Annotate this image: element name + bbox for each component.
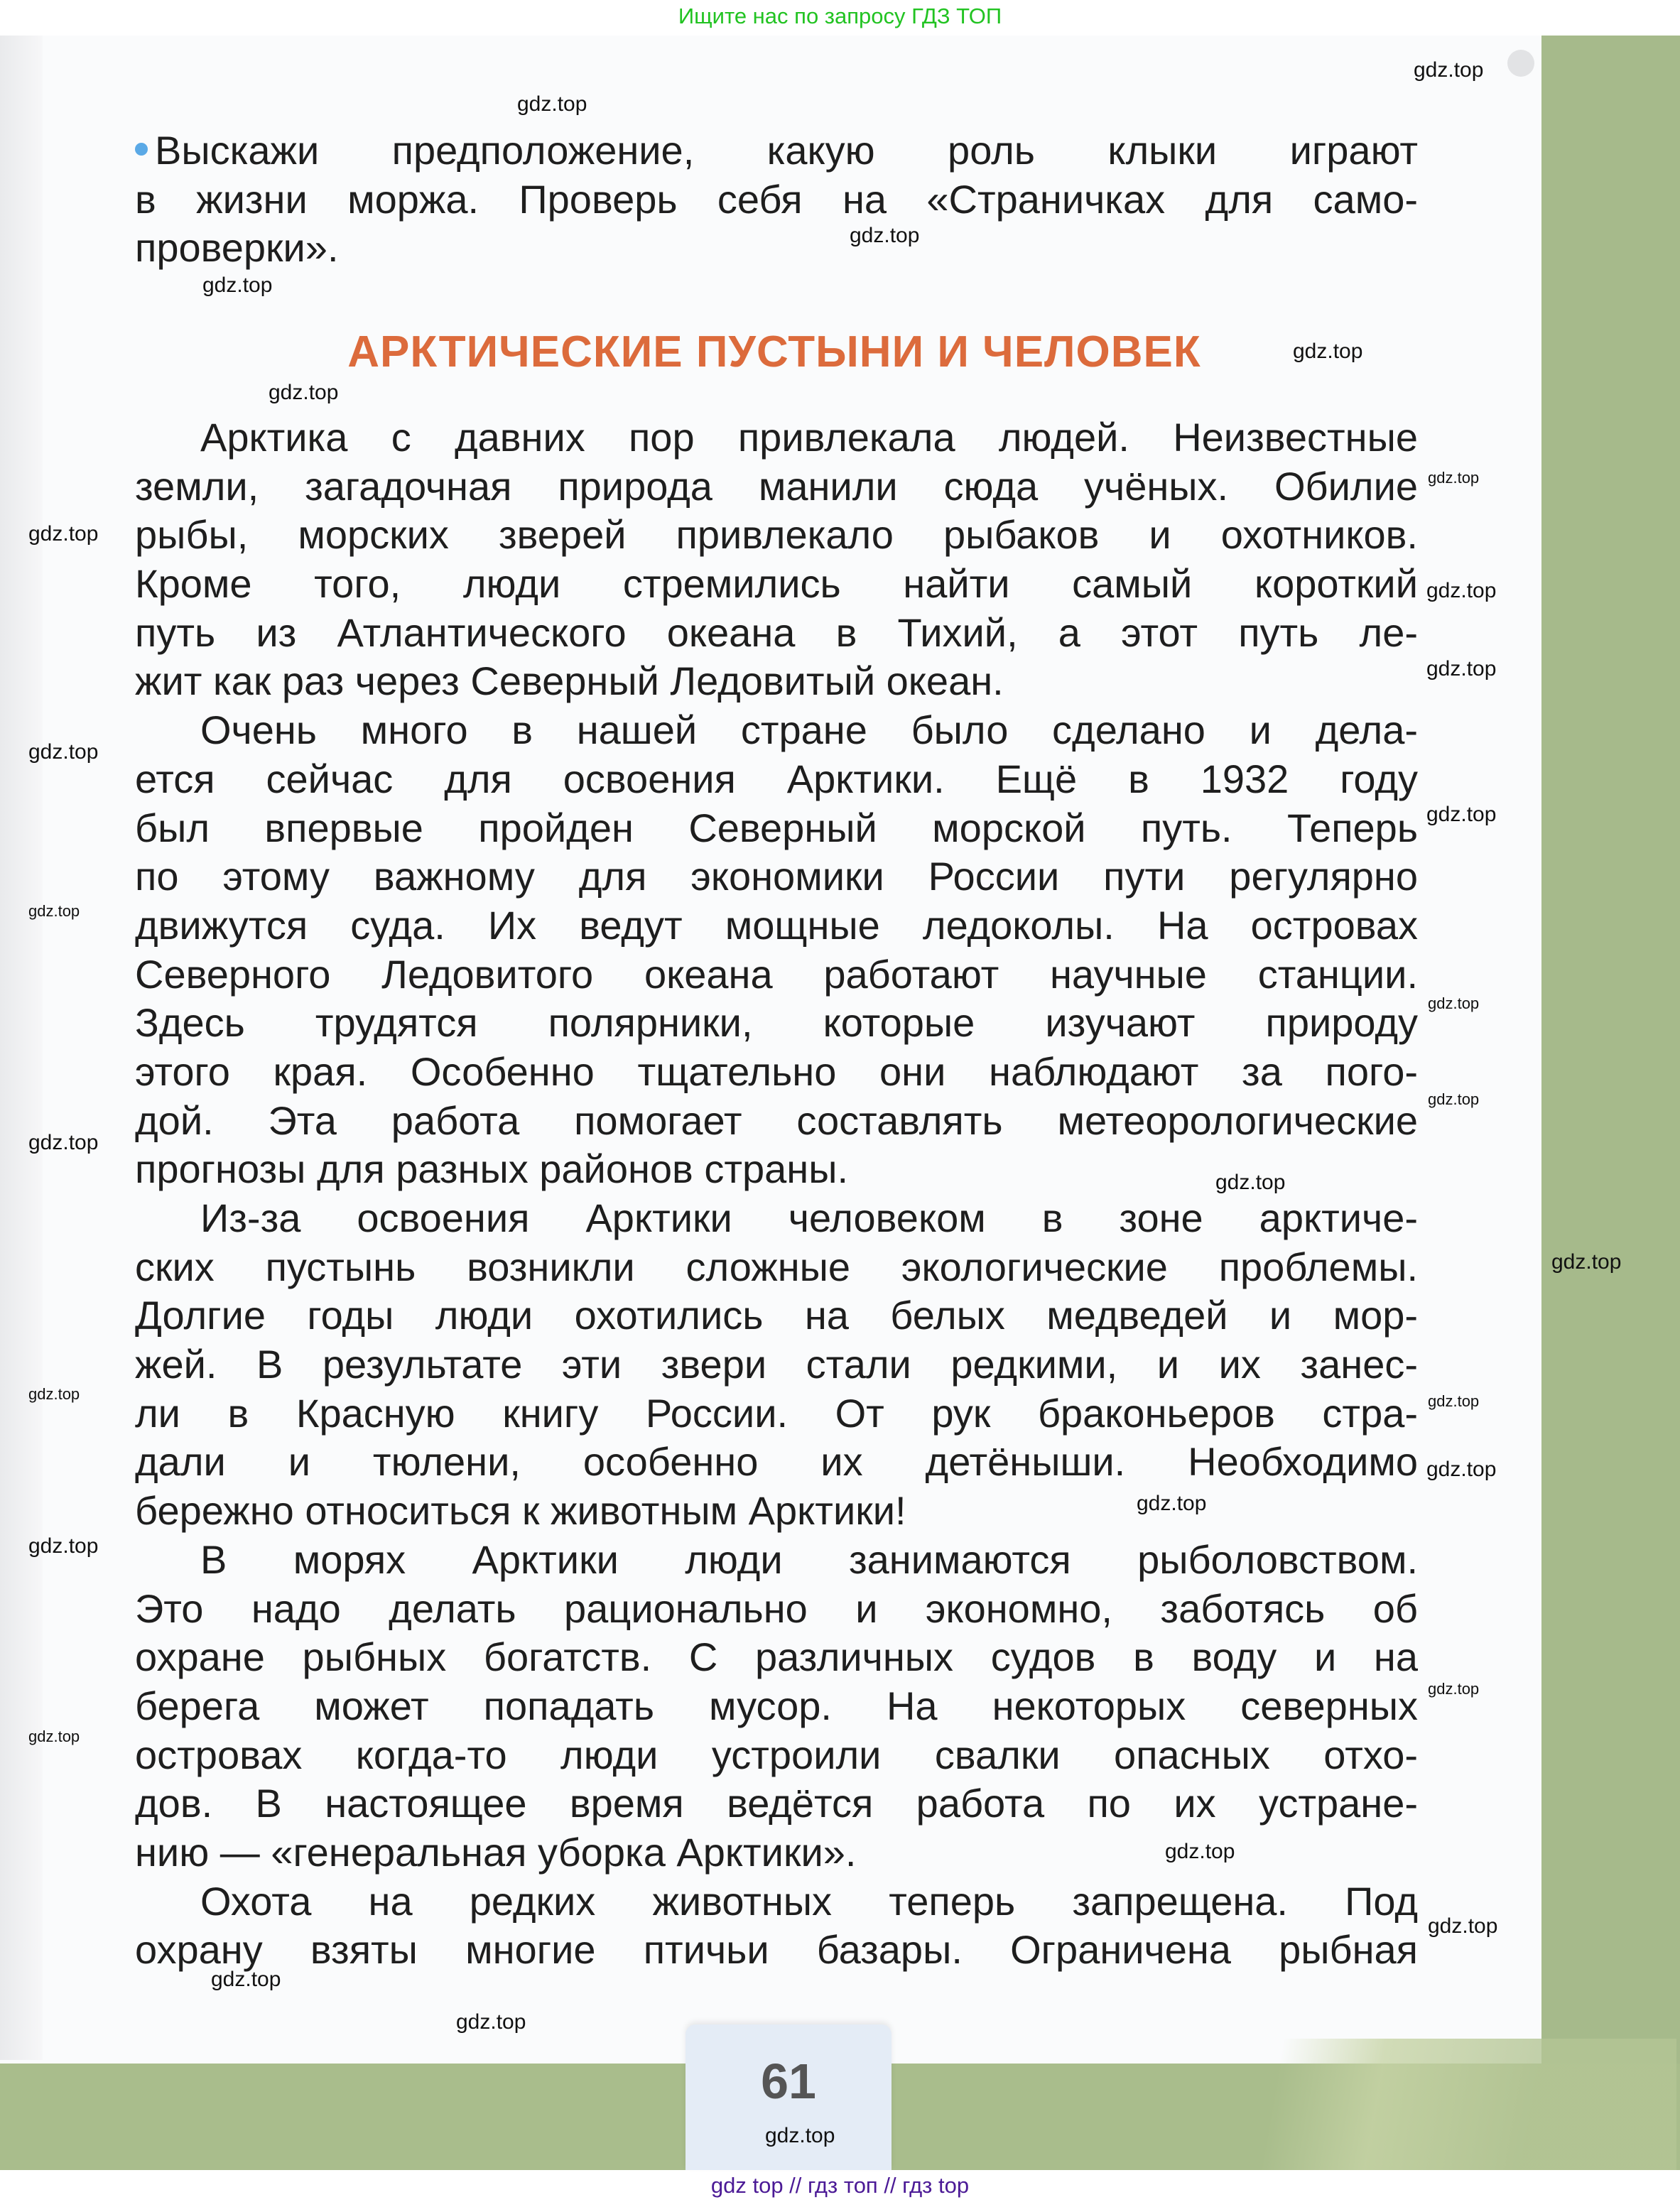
body-line: был впервые пройден Северный морской путь. Теперь xyxy=(135,805,1418,850)
body-line: земли, загадочная природа манили сюда учёных. Обилие xyxy=(135,463,1418,509)
body-line: жит как раз через Северный Ледовитый океан. xyxy=(135,658,1004,704)
watermark-text: gdz.top xyxy=(1165,1840,1235,1863)
watermark-text: gdz.top xyxy=(1428,1090,1480,1108)
body-line: рыбы, морских зверей привлекало рыбаков и охотников. xyxy=(135,512,1418,558)
body-line: Очень много в нашей стране было сделано и дела- xyxy=(200,707,1418,753)
body-line: по этому важному для экономики России пути регулярно xyxy=(135,854,1418,899)
body-line: Из-за освоения Арктики человеком в зоне арктиче- xyxy=(200,1195,1418,1240)
watermark-text: gdz.top xyxy=(1428,994,1480,1012)
watermark-text: gdz.top xyxy=(28,1385,80,1403)
body-line: ли в Красную книгу России. От рук браконьеров стра- xyxy=(135,1390,1418,1436)
body-line: дой. Эта работа помогает составлять метеорологические xyxy=(135,1097,1418,1143)
watermark-text: gdz.top xyxy=(28,1728,80,1745)
watermark-text: gdz.top xyxy=(28,740,99,764)
body-line: нию — «генеральная уборка Арктики». xyxy=(135,1829,857,1875)
body-line: Северного Ледовитого океана работают научные станции. xyxy=(135,951,1418,997)
task-block xyxy=(135,126,1418,273)
watermark-text: gdz.top xyxy=(1426,657,1497,680)
search-banner[interactable]: Ищите нас по запросу ГДЗ ТОП xyxy=(678,4,1002,28)
watermark-text: gdz.top xyxy=(28,522,99,546)
body-line: островах когда-то люди устроили свалки опасных отхо- xyxy=(135,1732,1418,1777)
watermark-text: gdz.top xyxy=(1428,1680,1480,1698)
task-line: в жизни моржа. Проверь себя на «Страничках для само- xyxy=(135,176,1418,222)
watermark-text: gdz.top xyxy=(1137,1492,1207,1515)
body-line: прогнозы для разных районов страны. xyxy=(135,1146,849,1192)
watermark-text: gdz.top xyxy=(1428,1914,1498,1938)
watermark-text: gdz.top xyxy=(456,2010,526,2034)
body-line: Кроме того, люди стремились найти самый короткий xyxy=(135,561,1418,607)
section-heading: АРКТИЧЕСКИЕ ПУСТЫНИ И ЧЕЛОВЕК xyxy=(347,327,1201,376)
watermark-text: gdz.top xyxy=(269,381,339,404)
body-line: дов. В настоящее время ведётся работа по их устране- xyxy=(135,1781,1418,1826)
body-line: ских пустынь возникли сложные экологические проблемы. xyxy=(135,1244,1418,1289)
watermark-text: gdz.top xyxy=(765,2124,835,2147)
watermark-text: gdz.top xyxy=(1426,579,1497,602)
watermark-text: gdz.top xyxy=(28,1131,99,1154)
body-line: путь из Атлантического океана в Тихий, а этот путь ле- xyxy=(135,609,1418,655)
body-line: этого края. Особенно тщательно они наблюдают за пого- xyxy=(135,1048,1418,1094)
watermark-text: gdz.top xyxy=(28,902,80,920)
body-line: берега может попадать мусор. На некоторых северных xyxy=(135,1683,1418,1728)
watermark-text: gdz.top xyxy=(1428,469,1480,487)
watermark-text: gdz.top xyxy=(1428,1392,1480,1410)
watermark-text: gdz.top xyxy=(1215,1171,1286,1194)
body-line: Здесь трудятся полярники, которые изучают природу xyxy=(135,1000,1418,1046)
body-line: дали и тюлени, особенно их детёныши. Необходимо xyxy=(135,1439,1418,1485)
watermark-text: gdz.top xyxy=(517,92,587,116)
body-line: Арктика с давних пор привлекала людей. Неизвестные xyxy=(200,415,1418,460)
task-line: проверки». xyxy=(135,225,339,271)
body-line: ется сейчас для освоения Арктики. Ещё в 1932 году xyxy=(135,756,1418,801)
task-text: Выскажи предположение, какую роль клыки играют xyxy=(155,128,1418,173)
task-line xyxy=(135,126,1418,175)
footer-links[interactable]: gdz top // гдз топ // гдз top xyxy=(710,2173,970,2198)
body-line: охране рыбных богатств. С различных судов в воду и на xyxy=(135,1634,1418,1680)
right-decorative-strip xyxy=(1541,36,1680,2170)
bullet-icon xyxy=(135,143,148,156)
watermark-text: gdz.top xyxy=(1426,803,1497,826)
watermark-text: gdz.top xyxy=(1551,1250,1622,1274)
watermark-text: gdz.top xyxy=(1426,1458,1497,1481)
watermark-text: gdz.top xyxy=(202,273,273,297)
body-line: Долгие годы люди охотились на белых медведей и мор- xyxy=(135,1293,1418,1338)
decorative-circle xyxy=(1507,50,1534,77)
watermark-text: gdz.top xyxy=(1293,340,1363,363)
watermark-text: gdz.top xyxy=(211,1968,281,1991)
watermark-text: gdz.top xyxy=(28,1534,99,1558)
body-line: жей. В результате эти звери стали редкими, и их занес- xyxy=(135,1342,1418,1387)
body-line: Это надо делать рационально и экономно, заботясь об xyxy=(135,1585,1418,1631)
body-line: бережно относиться к животным Арктики! xyxy=(135,1488,906,1534)
body-line: В морях Арктики люди занимаются рыболовством. xyxy=(200,1536,1418,1582)
page-number: 61 xyxy=(761,2054,816,2109)
watermark-text: gdz.top xyxy=(1414,58,1484,82)
leaf-pattern xyxy=(1179,2039,1676,2170)
watermark-text: gdz.top xyxy=(850,224,920,247)
page-number-tab xyxy=(685,2024,892,2170)
body-line: Охота на редких животных теперь запрещена. Под xyxy=(200,1878,1418,1924)
body-line: движутся суда. Их ведут мощные ледоколы. На островах xyxy=(135,902,1418,948)
body-line: охрану взяты многие птичьи базары. Ограничена рыбная xyxy=(135,1927,1418,1973)
